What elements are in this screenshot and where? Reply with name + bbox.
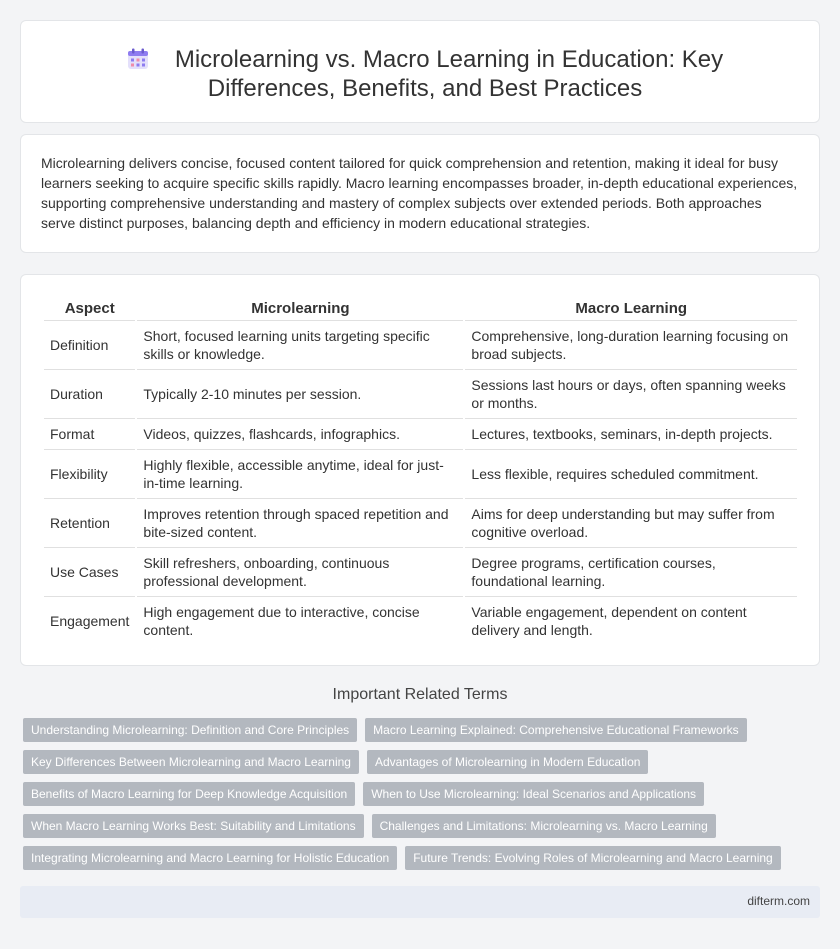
row-macro: Less flexible, requires scheduled commitment.: [465, 449, 797, 498]
header-microlearning: Microlearning: [251, 300, 350, 317]
row-micro: Improves retention through spaced repetition and bite-sized content.: [137, 498, 463, 547]
related-term-tag[interactable]: Macro Learning Explained: Comprehensive Educational Frameworks: [365, 718, 747, 742]
footer-bar: [20, 886, 820, 918]
row-micro: Skill refreshers, onboarding, continuous professional development.: [137, 547, 463, 596]
related-terms-title: Important Related Terms: [332, 686, 508, 703]
related-term-tag[interactable]: When Macro Learning Works Best: Suitability and Limitations: [23, 814, 364, 838]
row-aspect: Duration: [44, 369, 135, 418]
row-aspect: Definition: [44, 320, 135, 369]
row-aspect: Format: [44, 418, 135, 449]
page-title: Microlearning vs. Macro Learning in Education: Key Differences, Benefits, and Best Practices: [174, 46, 724, 102]
related-term-tag[interactable]: Understanding Microlearning: Definition and Core Principles: [23, 718, 357, 742]
related-term-tag[interactable]: Future Trends: Evolving Roles of Microlearning and Macro Learning: [405, 846, 781, 870]
row-micro: Typically 2-10 minutes per session.: [137, 369, 463, 418]
comparison-table: [42, 295, 799, 645]
page-title-wrap: [61, 45, 789, 103]
header-card: [20, 20, 820, 123]
row-micro: Short, focused learning units targeting specific skills or knowledge.: [137, 320, 463, 369]
intro-paragraph: Microlearning delivers concise, focused content tailored for quick comprehension and retention, making it ideal for busy learners seeking to acquire specific skills rapidly. Macro learning encompasses broader, in-depth educational experiences, supporting comprehensive understanding and mastery of complex subjects over extended periods. Both approaches serve distinct purposes, balancing depth and efficiency in modern educational strategies.: [41, 155, 798, 231]
row-macro: Comprehensive, long-duration learning focusing on broad subjects.: [465, 320, 797, 369]
row-aspect: Engagement: [44, 596, 135, 645]
row-aspect: Retention: [44, 498, 135, 547]
comparison-card: [20, 274, 820, 666]
related-term-tag[interactable]: Key Differences Between Microlearning and Macro Learning: [23, 750, 359, 774]
related-term-tag[interactable]: Integrating Microlearning and Macro Learning for Holistic Education: [23, 846, 397, 870]
row-micro: Videos, quizzes, flashcards, infographics.: [137, 418, 463, 449]
row-macro: Variable engagement, dependent on content delivery and length.: [465, 596, 797, 645]
header-aspect: Aspect: [64, 300, 115, 317]
table-row: [44, 418, 797, 449]
intro-card: [20, 134, 820, 253]
row-macro: Sessions last hours or days, often spanning weeks or months.: [465, 369, 797, 418]
table-row: [44, 498, 797, 547]
table-row: [44, 369, 797, 418]
related-terms-list: [23, 718, 803, 870]
table-row: [44, 547, 797, 596]
footer-site-link[interactable]: difterm.com: [747, 894, 810, 908]
header-macro-learning: Macro Learning: [575, 300, 688, 317]
row-macro: Lectures, textbooks, seminars, in-depth projects.: [465, 418, 797, 449]
related-term-tag[interactable]: Advantages of Microlearning in Modern Education: [367, 750, 649, 774]
table-row: [44, 449, 797, 498]
calendar-grid-icon: [127, 48, 149, 70]
related-term-tag[interactable]: Challenges and Limitations: Microlearning vs. Macro Learning: [372, 814, 716, 838]
table-header-row: [44, 295, 797, 320]
related-term-tag[interactable]: Benefits of Macro Learning for Deep Knowledge Acquisition: [23, 782, 355, 806]
row-aspect: Flexibility: [44, 449, 135, 498]
related-term-tag[interactable]: When to Use Microlearning: Ideal Scenarios and Applications: [363, 782, 704, 806]
row-aspect: Use Cases: [44, 547, 135, 596]
row-micro: High engagement due to interactive, concise content.: [137, 596, 463, 645]
row-macro: Degree programs, certification courses, foundational learning.: [465, 547, 797, 596]
row-macro: Aims for deep understanding but may suffer from cognitive overload.: [465, 498, 797, 547]
row-micro: Highly flexible, accessible anytime, ideal for just-in-time learning.: [137, 449, 463, 498]
table-row: [44, 320, 797, 369]
table-row: [44, 596, 797, 645]
